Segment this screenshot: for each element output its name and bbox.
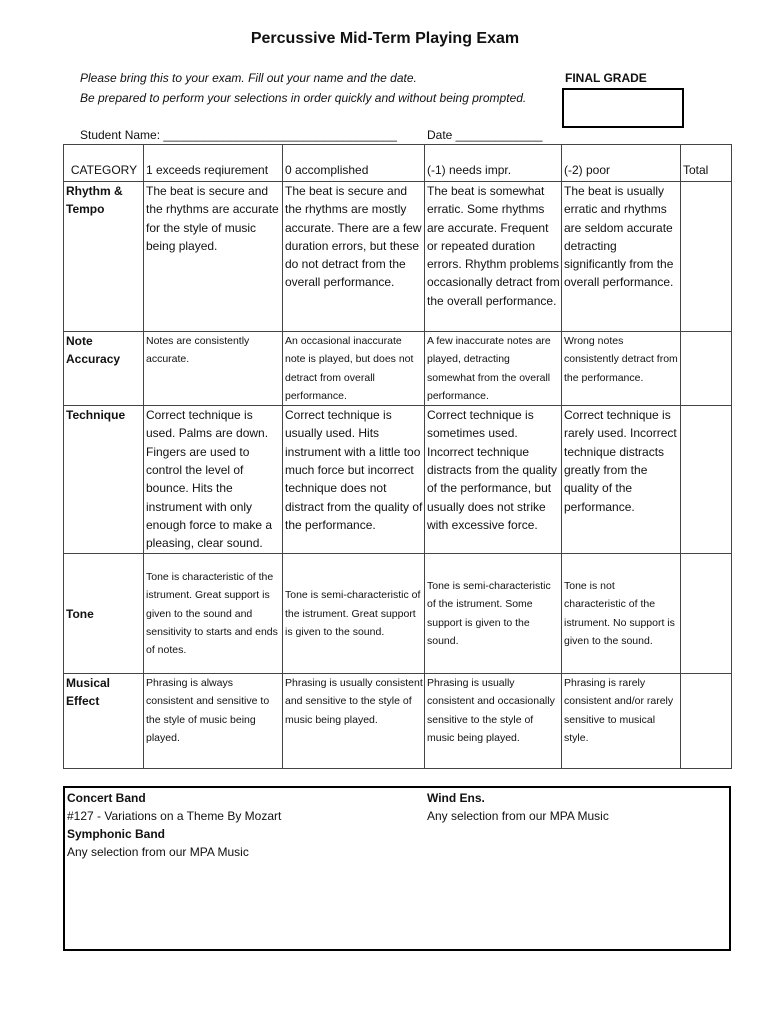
category-rhythm-tempo: Rhythm & Tempo bbox=[64, 182, 144, 332]
band-selections-right bbox=[427, 789, 609, 825]
concert-band-piece: #127 - Variations on a Theme By Mozart bbox=[67, 809, 282, 823]
rubric-row-tone bbox=[64, 554, 732, 674]
date-field[interactable]: Date _____________ bbox=[427, 128, 543, 142]
header-accomplished: 0 accomplished bbox=[283, 145, 425, 182]
rhythm-exceeds: The beat is secure and the rhythms are accurate for the style of music being played. bbox=[144, 182, 283, 332]
symphonic-band-label: Symphonic Band bbox=[67, 827, 166, 841]
final-grade-box[interactable] bbox=[562, 88, 684, 128]
rubric-row-rhythm bbox=[64, 182, 732, 332]
category-musical-effect: Musical Effect bbox=[64, 674, 144, 769]
note-accuracy-poor: Wrong notes consistently detract from the performance. bbox=[562, 332, 681, 406]
category-technique: Technique bbox=[64, 406, 144, 554]
band-selections-left bbox=[67, 789, 281, 861]
wind-ensemble-piece: Any selection from our MPA Music bbox=[427, 809, 609, 823]
student-name-field[interactable]: Student Name: ___________________________________ bbox=[80, 128, 397, 142]
technique-accomplished: Correct technique is usually used. Hits instrument with a little too much force but incorrect technique does not distract from the quality of the performance. bbox=[283, 406, 425, 554]
technique-total[interactable] bbox=[681, 406, 732, 554]
header-exceeds: 1 exceeds reqiurement bbox=[144, 145, 283, 182]
category-tone: Tone bbox=[64, 554, 144, 674]
symphonic-band-piece: Any selection from our MPA Music bbox=[67, 845, 249, 859]
technique-poor: Correct technique is rarely used. Incorrect technique distracts greatly from the quality of the performance. bbox=[562, 406, 681, 554]
instruction-line-1: Please bring this to your exam. Fill out your name and the date. bbox=[80, 71, 417, 85]
rhythm-accomplished: The beat is secure and the rhythms are mostly accurate. There are a few duration errors, but these do not detract from the overall performance. bbox=[283, 182, 425, 332]
rubric-row-technique bbox=[64, 406, 732, 554]
final-grade-label: FINAL GRADE bbox=[565, 71, 647, 85]
header-needs-improvement: (-1) needs impr. bbox=[425, 145, 562, 182]
musical-effect-accomplished: Phrasing is usually consistent and sensitive to the style of music being played. bbox=[283, 674, 425, 769]
page-title: Percussive Mid-Term Playing Exam bbox=[250, 30, 520, 47]
instruction-line-2: Be prepared to perform your selections in order quickly and without being prompted. bbox=[80, 91, 527, 105]
category-note-accuracy: Note Accuracy bbox=[64, 332, 144, 406]
rubric-table bbox=[63, 144, 732, 769]
rubric-header-row bbox=[64, 145, 732, 182]
rhythm-needs: The beat is somewhat erratic. Some rhythms are accurate. Frequent or repeated duration errors. Rhythm problems occasionally detract from the overall performance. bbox=[425, 182, 562, 332]
rubric-row-note-accuracy bbox=[64, 332, 732, 406]
wind-ensemble-label: Wind Ens. bbox=[427, 791, 485, 805]
concert-band-label: Concert Band bbox=[67, 791, 146, 805]
tone-needs: Tone is semi-characteristic of the istrument. Some support is given to the sound. bbox=[425, 554, 562, 674]
tone-accomplished: Tone is semi-characteristic of the istrument. Great support is given to the sound. bbox=[283, 554, 425, 674]
technique-exceeds: Correct technique is used. Palms are down. Fingers are used to control the level of bounce. Hits the instrument with only enough force to make a pleasing, clear sound. bbox=[144, 406, 283, 554]
tone-total[interactable] bbox=[681, 554, 732, 674]
note-accuracy-accomplished: An occasional inaccurate note is played, but does not detract from overall performance. bbox=[283, 332, 425, 406]
musical-effect-poor: Phrasing is rarely consistent and/or rarely sensitive to musical style. bbox=[562, 674, 681, 769]
header-poor: (-2) poor bbox=[562, 145, 681, 182]
musical-effect-exceeds: Phrasing is always consistent and sensitive to the style of music being played. bbox=[144, 674, 283, 769]
rubric-row-musical-effect bbox=[64, 674, 732, 769]
header-category: CATEGORY bbox=[64, 145, 144, 182]
note-accuracy-needs: A few inaccurate notes are played, detracting somewhat from the overall performance. bbox=[425, 332, 562, 406]
tone-exceeds: Tone is characteristic of the istrument. Great support is given to the sound and sensitivity to starts and ends of notes. bbox=[144, 554, 283, 674]
note-accuracy-exceeds: Notes are consistently accurate. bbox=[144, 332, 283, 406]
musical-effect-needs: Phrasing is usually consistent and occasionally sensitive to the style of music being played. bbox=[425, 674, 562, 769]
rhythm-poor: The beat is usually erratic and rhythms are seldom accurate detracting significantly from the overall performance. bbox=[562, 182, 681, 332]
tone-poor: Tone is not characteristic of the istrument. No support is given to the sound. bbox=[562, 554, 681, 674]
music-selection-box bbox=[63, 786, 731, 951]
musical-effect-total[interactable] bbox=[681, 674, 732, 769]
rhythm-total[interactable] bbox=[681, 182, 732, 332]
technique-needs: Correct technique is sometimes used. Incorrect technique distracts from the quality of the performance, but usually does not strike with excessive force. bbox=[425, 406, 562, 554]
header-total: Total bbox=[681, 145, 732, 182]
note-accuracy-total[interactable] bbox=[681, 332, 732, 406]
